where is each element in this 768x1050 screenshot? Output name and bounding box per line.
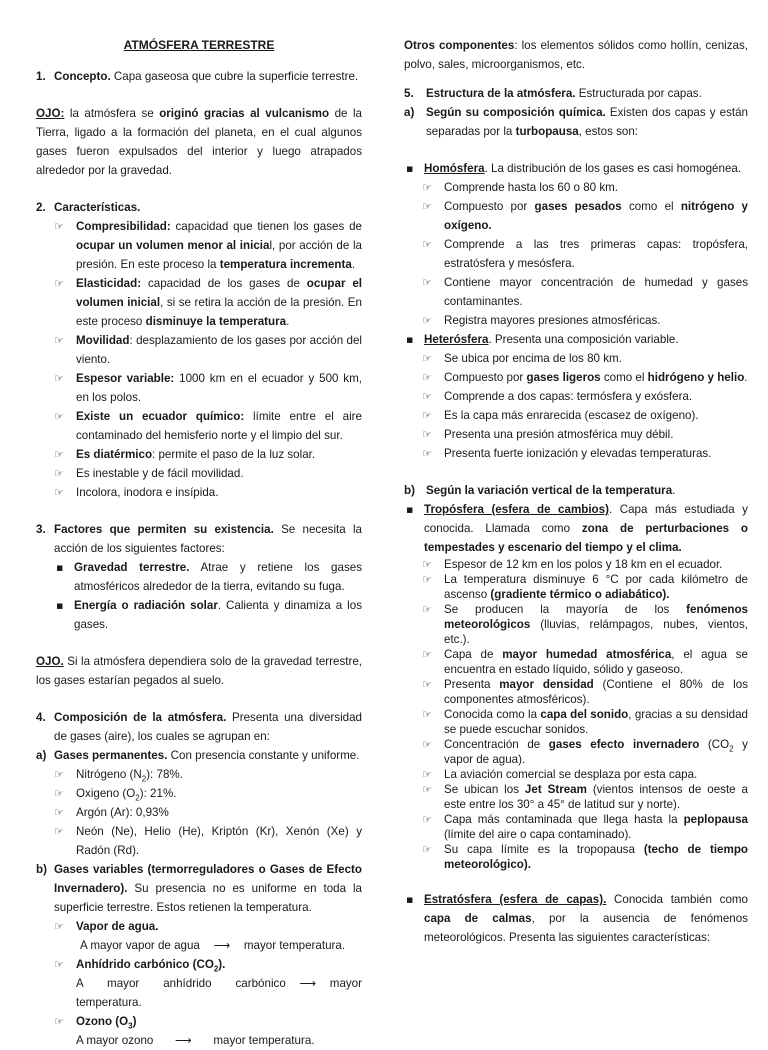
caracteristicas-list bbox=[54, 217, 362, 502]
list-item: ▪ Homósfera. La distribución de los gases es casi homogénea. bbox=[404, 159, 748, 178]
homosfera-block bbox=[404, 159, 748, 178]
right-column bbox=[404, 36, 748, 947]
gases-permanentes-heading: a) Gases permanentes. Con presencia constante y uniforme. bbox=[36, 749, 360, 762]
list-item: ☞ Es la capa más enrarecida (escasez de oxígeno). bbox=[422, 406, 748, 425]
heterosfera-list bbox=[422, 349, 748, 463]
composicion-quimica-heading: a) Según su composición química. Existen dos capas y están separadas por la turbopausa, estos son: bbox=[404, 106, 749, 138]
arrow-right-icon: ⟶ bbox=[213, 938, 231, 952]
list-item: ▪ Gravedad terrestre. Atrae y retiene los gases atmosféricos alrededor de la tierra, evitando su fuga. bbox=[54, 558, 362, 596]
section-caracteristicas: 2. Características. bbox=[36, 201, 141, 214]
list-item: ☞ Capa de mayor humedad atmosférica, el agua se encuentra en estado líquido, sólido y gaseoso. bbox=[422, 647, 748, 677]
list-item: ☞ Contiene mayor concentración de humedad y gases contaminantes. bbox=[422, 273, 748, 311]
document-title: ATMÓSFERA TERRESTRE bbox=[123, 38, 275, 52]
troposfera-list bbox=[422, 557, 748, 872]
arrow-right-icon: ⟶ bbox=[175, 1033, 192, 1047]
list-item: ☞ Elasticidad: capacidad de los gases de ocupar el volumen inicial, si se retira la acción de la presión. En este proceso disminuye la temperatura. bbox=[54, 274, 362, 331]
list-item: ☞ Presenta mayor densidad (Contiene el 80% de los componentes atmosféricos). bbox=[422, 677, 748, 707]
ojo-note-1: OJO: la atmósfera se originó gracias al vulcanismo de la Tierra, ligado a la formación del planeta, en el cual algunos gases fueron expulsados del interior y luego atrapados alrededor por la gravedad. bbox=[36, 107, 362, 177]
list-item: ☞ La aviación comercial se desplaza por esta capa. bbox=[422, 767, 748, 782]
list-item: ☞ Se ubica por encima de los 80 km. bbox=[422, 349, 748, 368]
factores-list bbox=[54, 558, 362, 634]
list-item: ☞ Nitrógeno $(N_2)$: 78%. bbox=[54, 765, 362, 784]
list-item: ☞ Registra mayores presiones atmosféricas. bbox=[422, 311, 748, 330]
troposfera-block bbox=[404, 500, 748, 557]
list-item: ☞ Capa más contaminada que llega hasta la peplopausa (límite del aire o capa contaminado). bbox=[422, 812, 748, 842]
list-item: ☞ Conocida como la capa del sonido, gracias a su densidad se puede escuchar sonidos. bbox=[422, 707, 748, 737]
list-item: ▪ Estratósfera (esfera de capas). Conocida también como capa de calmas, por la ausencia de fenómenos meteorológicos. Presenta las siguientes características: bbox=[404, 890, 748, 947]
heterosfera-block bbox=[404, 330, 748, 349]
gases-permanentes-list bbox=[54, 765, 362, 860]
section-factores: 3. Factores que permiten su existencia. Se necesita la acción de los siguientes factores: bbox=[36, 523, 362, 555]
list-item: ☞ Ozono $(O_3)$ A mayor ozono ⟶ mayor temperatura. bbox=[54, 1012, 362, 1050]
list-item: ▪ Heterósfera. Presenta una composición variable. bbox=[404, 330, 748, 349]
list-item: ☞ Anhídrido carbónico $(CO_2)$. A mayor anhídrido carbónico ⟶ mayor temperatura. bbox=[54, 955, 362, 1012]
otros-componentes: Otros componentes: los elementos sólidos como hollín, cenizas, polvo, sales, microorganismos, etc. bbox=[404, 39, 748, 71]
section-concepto: 1. Concepto. Capa gaseosa que cubre la superficie terrestre. bbox=[36, 70, 359, 83]
list-item: ☞ Concentración de gases efecto invernadero ($CO_2$ y vapor de agua). bbox=[422, 737, 748, 767]
list-item: ☞ Es diatérmico: permite el paso de la luz solar. bbox=[54, 445, 362, 464]
list-item: ☞ La temperatura disminuye 6 °C por cada kilómetro de ascenso (gradiente térmico o adiabático). bbox=[422, 572, 748, 602]
list-item: ☞ Presenta una presión atmosférica muy débil. bbox=[422, 425, 748, 444]
list-item: ☞ Espesor variable: 1000 km en el ecuador y 500 km, en los polos. bbox=[54, 369, 362, 407]
list-item: ☞ Comprende a dos capas: termósfera y exósfera. bbox=[422, 387, 748, 406]
list-item: ☞ Vapor de agua. A mayor vapor de agua ⟶ mayor temperatura. bbox=[54, 917, 362, 955]
ojo-note-2: OJO. Si la atmósfera dependiera solo de la gravedad terrestre, los gases estarían pegados al suelo. bbox=[36, 655, 362, 687]
list-item: ☞ Es inestable y de fácil movilidad. bbox=[54, 464, 362, 483]
list-item: ☞ Se ubican los Jet Stream (vientos intensos de oeste a este entre los 30° a 45° de latitud sur y norte). bbox=[422, 782, 748, 812]
variacion-temperatura-heading: b) Según la variación vertical de la temperatura. bbox=[404, 484, 676, 497]
list-item: ☞ Compresibilidad: capacidad que tienen los gases de ocupar un volumen menor al inicial, por acción de la presión. En este proceso la temperatura incrementa. bbox=[54, 217, 362, 274]
list-item: ☞ Compuesto por gases ligeros como el hidrógeno y helio. bbox=[422, 368, 748, 387]
list-item: ☞ Espesor de 12 km en los polos y 18 km en el ecuador. bbox=[422, 557, 748, 572]
list-item: ☞ Argón (Ar): 0,93% bbox=[54, 803, 362, 822]
gases-variables-heading: b) Gases variables (termorreguladores o Gases de Efecto Invernadero). Su presencia no es uniforme en toda la superficie terrestre. Estos retienen la temperatura. bbox=[36, 863, 362, 914]
arrow-right-icon: ⟶ bbox=[299, 976, 317, 990]
gases-variables-list bbox=[54, 917, 362, 1050]
list-item: ☞ Presenta fuerte ionización y elevadas temperaturas. bbox=[422, 444, 748, 463]
list-item: ☞ Comprende hasta los 60 o 80 km. bbox=[422, 178, 748, 197]
estratosfera-block bbox=[404, 890, 748, 947]
homosfera-list bbox=[422, 178, 748, 330]
list-item: ☞ Compuesto por gases pesados como el nitrógeno y oxígeno. bbox=[422, 197, 748, 235]
section-composicion: 4. Composición de la atmósfera. Presenta una diversidad de gases (aire), los cuales se agrupan en: bbox=[36, 711, 362, 743]
left-column bbox=[36, 36, 362, 1050]
list-item: ▪ Energía o radiación solar. Calienta y dinamiza a los gases. bbox=[54, 596, 362, 634]
list-item: ☞ Se producen la mayoría de los fenómenos meteorológicos (lluvias, relámpagos, nubes, vientos, etc.). bbox=[422, 602, 748, 647]
section-estructura: 5. Estructura de la atmósfera. Estructurada por capas. bbox=[404, 87, 702, 100]
list-item: ☞ Neón (Ne), Helio (He), Kriptón (Kr), Xenón (Xe) y Radón (Rd). bbox=[54, 822, 362, 860]
list-item: ☞ Comprende a las tres primeras capas: tropósfera, estratósfera y mesósfera. bbox=[422, 235, 748, 273]
list-item: ☞ Incolora, inodora e insípida. bbox=[54, 483, 362, 502]
list-item: ☞ Su capa límite es la tropopausa (techo de tiempo meteorológico). bbox=[422, 842, 748, 872]
list-item: ▪ Tropósfera (esfera de cambios). Capa más estudiada y conocida. Llamada como zona de perturbaciones o tempestades y escenario del tiempo y el clima. bbox=[404, 500, 748, 557]
list-item: ☞ Movilidad: desplazamiento de los gases por acción del viento. bbox=[54, 331, 362, 369]
list-item: ☞ Existe un ecuador químico: límite entre el aire contaminado del hemisferio norte y el limpio del sur. bbox=[54, 407, 362, 445]
list-item: ☞ Oxigeno $(O_2)$: 21%. bbox=[54, 784, 362, 803]
